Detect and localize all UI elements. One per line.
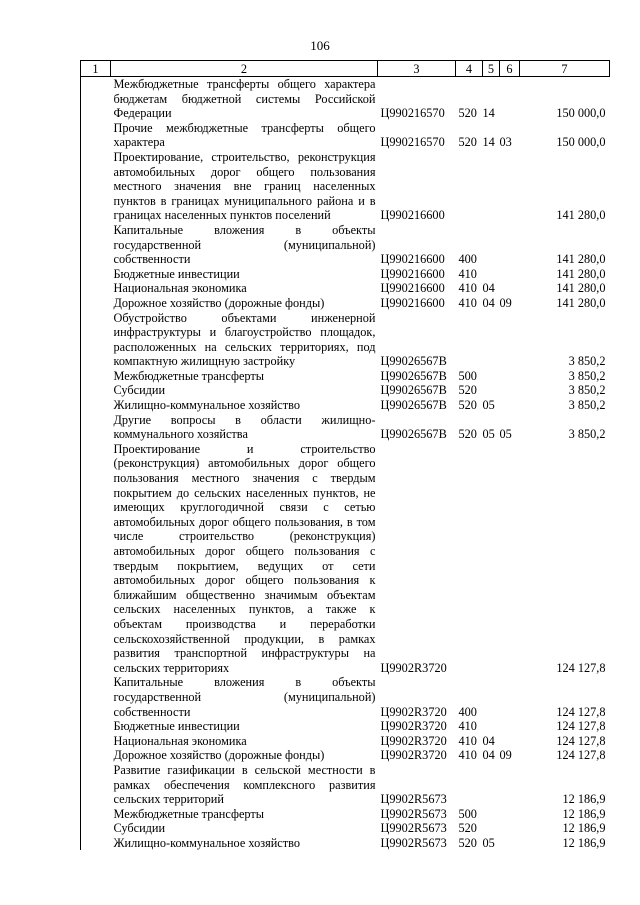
target-article-cell: Ц99026567В bbox=[380, 383, 447, 398]
item-name-cell: Жилищно-коммунальное хозяйство bbox=[113, 398, 301, 413]
amount-cell: 3 850,2 bbox=[568, 368, 606, 383]
section-cell bbox=[483, 311, 500, 369]
amount-cell: 150 000,0 bbox=[556, 135, 606, 150]
expense-type-cell: 520 bbox=[458, 835, 477, 850]
amount-cell: 124 127,8 bbox=[556, 719, 606, 734]
section-cell bbox=[483, 223, 500, 267]
target-article-cell: Ц9902R3720 bbox=[380, 719, 447, 734]
subsection-cell bbox=[500, 311, 520, 369]
row-number-cell bbox=[81, 675, 111, 719]
section-cell bbox=[483, 719, 500, 734]
target-article-cell: Ц9902R5673 bbox=[380, 835, 447, 850]
row-number-cell bbox=[81, 121, 111, 150]
target-article-cell: Ц990216570 bbox=[380, 135, 445, 150]
expense-type-cell: 410 bbox=[458, 733, 477, 748]
table-row bbox=[81, 223, 610, 267]
expense-type-cell: 410 bbox=[458, 266, 477, 281]
table-row bbox=[81, 398, 610, 413]
table-row bbox=[81, 121, 610, 150]
row-number-cell bbox=[81, 763, 111, 807]
expense-type-cell: 410 bbox=[458, 295, 477, 310]
header-col-6: 6 bbox=[500, 61, 520, 77]
table-row bbox=[81, 267, 610, 282]
header-col-7: 7 bbox=[520, 61, 610, 77]
subsection-cell bbox=[500, 77, 520, 121]
item-name-cell: Субсидии bbox=[113, 383, 166, 398]
amount-cell: 141 280,0 bbox=[556, 295, 606, 310]
item-name-cell: Обустройство объектами инженерной инфраструктуры и благоустройство площадок, расположенных на сельских территориях, под компактную жилищную застройку bbox=[113, 310, 376, 369]
item-name-cell: Проектирование и строительство (реконструкция) автомобильных дорог общего пользования местного значения с твердым покрытием до сельских населенных пунктов, не имеющих круглогодичной связи с сетью автомобильных дорог общего пользования, в том числе строительство (реконструкция) автомобильных дорог общего пользования с твердым покрытием, ведущих от сети автомобильных дорог общего пользования к ближайшим общественно значимым объектам сельских населенных пунктов, а также к объектам производства и переработки сельскохозяйственной продукции, в рамках развития транспортной инфраструктуры на сельских территориях bbox=[113, 441, 376, 675]
amount-cell: 141 280,0 bbox=[556, 208, 606, 223]
amount-cell: 124 127,8 bbox=[556, 660, 606, 675]
item-name-cell: Капитальные вложения в объекты государственной (муниципальной) собственности bbox=[113, 675, 376, 719]
item-name-cell: Межбюджетные трансферты bbox=[113, 368, 265, 383]
item-name-cell: Капитальные вложения в объекты государственной (муниципальной) собственности bbox=[113, 222, 376, 267]
row-number-cell bbox=[81, 719, 111, 734]
item-name-cell: Бюджетные инвестиции bbox=[113, 266, 240, 281]
subsection-cell bbox=[500, 398, 520, 413]
amount-cell: 124 127,8 bbox=[556, 733, 606, 748]
row-number-cell bbox=[81, 296, 111, 311]
item-name-cell: Национальная экономика bbox=[113, 733, 247, 748]
subsection-cell bbox=[500, 223, 520, 267]
amount-cell: 124 127,8 bbox=[556, 704, 606, 719]
amount-cell: 141 280,0 bbox=[556, 266, 606, 281]
row-number-cell bbox=[81, 807, 111, 822]
subsection-cell bbox=[500, 821, 520, 836]
table-row bbox=[81, 442, 610, 676]
row-number-cell bbox=[81, 383, 111, 398]
target-article-cell: Ц99026567В bbox=[380, 368, 447, 383]
amount-cell: 12 186,9 bbox=[562, 821, 606, 836]
row-number-cell bbox=[81, 369, 111, 384]
expense-type-cell: 520 bbox=[458, 427, 477, 442]
row-number-cell bbox=[81, 77, 111, 121]
item-name-cell: Прочие межбюджетные трансферты общего характера bbox=[113, 120, 376, 150]
expense-type-cell: 410 bbox=[458, 748, 477, 763]
expense-type-cell bbox=[456, 442, 483, 676]
expense-type-cell: 520 bbox=[458, 135, 477, 150]
header-col-4: 4 bbox=[456, 61, 483, 77]
table-row bbox=[81, 150, 610, 223]
row-number-cell bbox=[81, 442, 111, 676]
section-cell bbox=[483, 442, 500, 676]
expense-type-cell: 520 bbox=[458, 398, 477, 413]
row-number-cell bbox=[81, 223, 111, 267]
expense-type-cell: 520 bbox=[458, 106, 477, 121]
section-cell bbox=[483, 763, 500, 807]
header-col-3: 3 bbox=[378, 61, 456, 77]
table-row bbox=[81, 719, 610, 734]
section-cell: 04 bbox=[482, 748, 495, 763]
item-name-cell: Дорожное хозяйство (дорожные фонды) bbox=[113, 748, 325, 763]
subsection-cell: 09 bbox=[499, 295, 512, 310]
section-cell: 05 bbox=[482, 427, 495, 442]
row-number-cell bbox=[81, 836, 111, 851]
section-cell bbox=[483, 267, 500, 282]
subsection-cell bbox=[500, 150, 520, 223]
expense-type-cell: 400 bbox=[458, 704, 477, 719]
expense-type-cell: 410 bbox=[458, 281, 477, 296]
expense-type-cell: 500 bbox=[458, 806, 477, 821]
expense-type-cell: 400 bbox=[458, 252, 477, 267]
subsection-cell: 05 bbox=[499, 427, 512, 442]
table-row bbox=[81, 77, 610, 121]
subsection-cell bbox=[500, 807, 520, 822]
subsection-cell bbox=[500, 369, 520, 384]
section-cell: 04 bbox=[482, 733, 495, 748]
target-article-cell: Ц990216600 bbox=[380, 208, 445, 223]
budget-table bbox=[80, 60, 610, 850]
page-number: 106 bbox=[310, 38, 330, 53]
target-article-cell: Ц9902R5673 bbox=[380, 821, 447, 836]
item-name-cell: Межбюджетные трансферты bbox=[113, 806, 265, 821]
amount-cell: 150 000,0 bbox=[556, 106, 606, 121]
item-name-cell: Проектирование, строительство, реконструкция автомобильных дорог общего пользования местного значения вне границ населенных пунктов в границах муниципального района и в границах населенных пунктов поселений bbox=[113, 149, 376, 223]
target-article-cell: Ц9902R3720 bbox=[380, 748, 447, 763]
table-row bbox=[81, 748, 610, 763]
expense-type-cell bbox=[456, 763, 483, 807]
item-name-cell: Развитие газификации в сельской местности в рамках обеспечения комплексного развития сельских территорий bbox=[113, 762, 376, 807]
subsection-cell bbox=[500, 383, 520, 398]
target-article-cell: Ц9902R5673 bbox=[380, 792, 447, 807]
table-row bbox=[81, 296, 610, 311]
table-row bbox=[81, 821, 610, 836]
table-row bbox=[81, 763, 610, 807]
amount-cell: 3 850,2 bbox=[568, 383, 606, 398]
table-row bbox=[81, 311, 610, 369]
section-cell bbox=[483, 150, 500, 223]
subsection-cell bbox=[500, 442, 520, 676]
subsection-cell bbox=[500, 719, 520, 734]
section-cell bbox=[483, 383, 500, 398]
expense-type-cell: 520 bbox=[458, 821, 477, 836]
expense-type-cell bbox=[456, 311, 483, 369]
table-body bbox=[81, 77, 610, 851]
amount-cell: 3 850,2 bbox=[568, 354, 606, 369]
section-cell: 05 bbox=[482, 398, 495, 413]
target-article-cell: Ц99026567В bbox=[380, 354, 447, 369]
table-row bbox=[81, 807, 610, 822]
subsection-cell bbox=[500, 281, 520, 296]
subsection-cell bbox=[500, 836, 520, 851]
subsection-cell bbox=[500, 763, 520, 807]
target-article-cell: Ц99026567В bbox=[380, 398, 447, 413]
target-article-cell: Ц9902R3720 bbox=[380, 660, 447, 675]
expense-type-cell: 520 bbox=[458, 383, 477, 398]
section-cell bbox=[483, 807, 500, 822]
item-name-cell: Межбюджетные трансферты общего характера бюджетам бюджетной системы Российской Федерации bbox=[113, 77, 376, 121]
subsection-cell: 09 bbox=[499, 748, 512, 763]
header-col-2: 2 bbox=[111, 61, 378, 77]
section-cell bbox=[483, 675, 500, 719]
target-article-cell: Ц990216600 bbox=[380, 295, 445, 310]
row-number-cell bbox=[81, 267, 111, 282]
row-number-cell bbox=[81, 413, 111, 442]
amount-cell: 3 850,2 bbox=[568, 427, 606, 442]
section-cell: 04 bbox=[482, 281, 495, 296]
table-row bbox=[81, 369, 610, 384]
item-name-cell: Жилищно-коммунальное хозяйство bbox=[113, 835, 301, 850]
amount-cell: 141 280,0 bbox=[556, 252, 606, 267]
row-number-cell bbox=[81, 398, 111, 413]
row-number-cell bbox=[81, 821, 111, 836]
row-number-cell bbox=[81, 734, 111, 749]
item-name-cell: Бюджетные инвестиции bbox=[113, 719, 240, 734]
expense-type-cell: 500 bbox=[458, 368, 477, 383]
table-row bbox=[81, 836, 610, 851]
header-col-5: 5 bbox=[483, 61, 500, 77]
subsection-cell bbox=[500, 267, 520, 282]
expense-type-cell: 410 bbox=[458, 719, 477, 734]
target-article-cell: Ц990216600 bbox=[380, 266, 445, 281]
header-col-1: 1 bbox=[81, 61, 111, 77]
amount-cell: 12 186,9 bbox=[562, 835, 606, 850]
target-article-cell: Ц9902R3720 bbox=[380, 704, 447, 719]
target-article-cell: Ц99026567В bbox=[380, 427, 447, 442]
target-article-cell: Ц9902R3720 bbox=[380, 733, 447, 748]
subsection-cell bbox=[500, 734, 520, 749]
table-row bbox=[81, 413, 610, 442]
amount-cell: 141 280,0 bbox=[556, 281, 606, 296]
table-row bbox=[81, 675, 610, 719]
target-article-cell: Ц990216600 bbox=[380, 281, 445, 296]
table-header bbox=[81, 61, 610, 77]
row-number-cell bbox=[81, 150, 111, 223]
table-row bbox=[81, 281, 610, 296]
section-cell: 04 bbox=[482, 295, 495, 310]
amount-cell: 12 186,9 bbox=[562, 806, 606, 821]
row-number-cell bbox=[81, 311, 111, 369]
section-cell: 14 bbox=[482, 106, 495, 121]
section-cell: 14 bbox=[482, 135, 495, 150]
subsection-cell bbox=[500, 675, 520, 719]
row-number-cell bbox=[81, 281, 111, 296]
target-article-cell: Ц990216600 bbox=[380, 252, 445, 267]
amount-cell: 124 127,8 bbox=[556, 748, 606, 763]
expense-type-cell bbox=[456, 150, 483, 223]
section-cell bbox=[483, 369, 500, 384]
subsection-cell: 03 bbox=[499, 135, 512, 150]
section-cell bbox=[483, 821, 500, 836]
target-article-cell: Ц990216570 bbox=[380, 106, 445, 121]
target-article-cell: Ц9902R5673 bbox=[380, 806, 447, 821]
item-name-cell: Дорожное хозяйство (дорожные фонды) bbox=[113, 295, 325, 310]
row-number-cell bbox=[81, 748, 111, 763]
table-row bbox=[81, 734, 610, 749]
item-name-cell: Национальная экономика bbox=[113, 281, 247, 296]
table-row bbox=[81, 383, 610, 398]
section-cell: 05 bbox=[482, 835, 495, 850]
amount-cell: 3 850,2 bbox=[568, 398, 606, 413]
item-name-cell: Субсидии bbox=[113, 821, 166, 836]
amount-cell: 12 186,9 bbox=[562, 792, 606, 807]
item-name-cell: Другие вопросы в области жилищно-коммунального хозяйства bbox=[113, 412, 376, 442]
